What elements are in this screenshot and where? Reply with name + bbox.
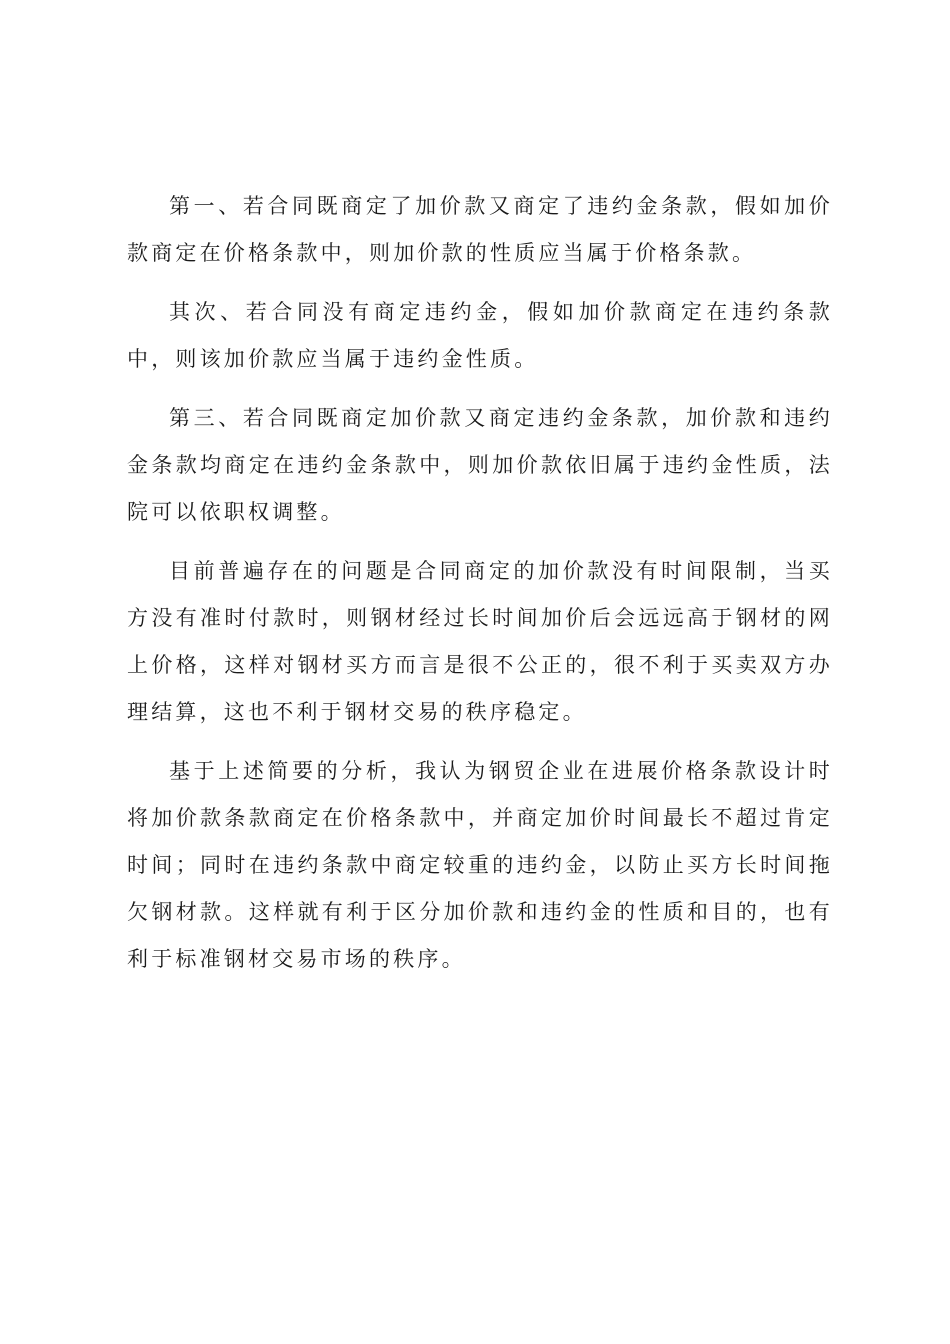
paragraph-2: 其次、若合同没有商定违约金，假如加价款商定在违约条款中，则该加价款应当属于违约金性质。 — [127, 300, 833, 371]
paragraph-5: 基于上述简要的分析，我认为钢贸企业在进展价格条款设计时将加价款条款商定在价格条款中，并商定加价时间最长不超过肯定时间；同时在违约条款中商定较重的违约金，以防止买方长时间拖欠钢材款。这样就有利于区分加价款和违约金的性质和目的，也有利于标准钢材交易市场的秩序。 — [127, 759, 833, 971]
paragraph-4: 目前普遍存在的问题是合同商定的加价款没有时间限制，当买方没有准时付款时，则钢材经过长时间加价后会远远高于钢材的网上价格，这样对钢材买方而言是很不公正的，很不利于买卖双方办理结算，这也不利于钢材交易的秩序稳定。 — [127, 559, 833, 724]
document-body — [127, 183, 833, 995]
paragraph-3: 第三、若合同既商定加价款又商定违约金条款，加价款和违约金条款均商定在违约金条款中，则加价款依旧属于违约金性质，法院可以依职权调整。 — [127, 406, 833, 524]
paragraph-1: 第一、若合同既商定了加价款又商定了违约金条款，假如加价款商定在价格条款中，则加价款的性质应当属于价格条款。 — [127, 194, 833, 265]
